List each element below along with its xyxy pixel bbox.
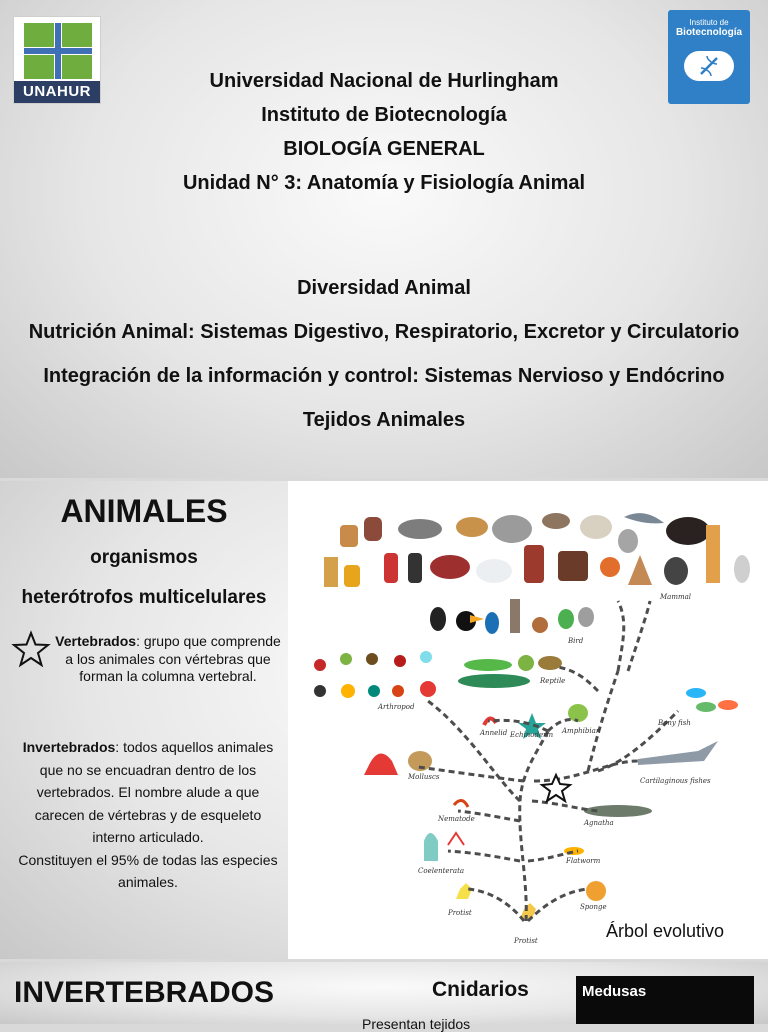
biotec-logo-line1: Instituto de [689,18,729,27]
label-arthropod: Arthropod [378,703,415,711]
vertebrados-definition [50,633,286,686]
evolutionary-tree-illustration [288,481,768,959]
medusas-image-panel [576,976,754,1024]
unit-name: Unidad N° 3: Anatomía y Fisiología Animal [182,172,586,194]
label-annelid: Annelid [480,729,508,737]
evolutionary-tree-graphic [288,481,768,959]
label-nematode: Nematode [438,815,475,823]
label-amphibian: Amphibian [562,727,601,735]
bird-animals [430,599,594,634]
unahur-logo-text: UNAHUR [14,81,100,103]
university-name: Universidad Nacional de Hurlingham [209,70,559,92]
invertebrados-percentage-text: Constituyen el 95% de todas las especies animales. [18,851,278,890]
topics-list [0,266,768,442]
subtitle-organismos: organismos [90,547,198,568]
label-bony-fish: Bony fish [658,719,691,727]
label-agnatha: Agnatha [584,819,614,827]
label-molluscs: Molluscs [408,773,440,781]
label-protist: Protist [514,937,538,945]
vertebrados-text: : grupo que comprende a los animales con vértebras que forman la columna vertebral. [65,633,281,684]
label-reptile: Reptile [540,677,566,685]
biotec-logo-line2: Biotecnología [675,27,743,38]
label-flatworm: Flatworm [566,857,601,865]
title-slide [0,0,768,478]
subtitle-heterotrofos: heterótrofos multicelulares [21,587,267,608]
invertebrados-term: Invertebrados [22,739,116,755]
animales-text-panel [0,481,288,959]
medusas-label: Medusas [582,983,647,1000]
animales-slide [0,481,768,959]
label-cartilaginous-fishes: Cartilaginous fishes [640,777,711,785]
label-protist: Protist [448,909,472,917]
label-bird: Bird [568,637,584,645]
slide-title: ANIMALES [60,493,228,529]
arthropod-animals [314,651,436,698]
topic-item: Integración de la información y control: Sistemas Nervioso y Endócrino [43,365,725,387]
cut-off-text: Presentan tejidos [362,1016,471,1032]
institute-name: Instituto de Biotecnología [261,104,507,126]
invertebrados-definition [14,736,282,894]
vertebrados-term: Vertebrados [55,633,137,649]
course-name: BIOLOGÍA GENERAL [283,138,485,160]
slide-title: INVERTEBRADOS [14,976,275,1009]
invertebrados-slide [0,962,768,1032]
invertebrados-text: : todos aquellos animales que no se encuadran dentro de los vertebrados. El nombre alude a que carecen de vértebras y de esqueleto interno articulado. [34,739,274,845]
label-sponge: Sponge [580,903,607,911]
label-echinoderm: Echinoderm [510,731,554,739]
topic-item: Diversidad Animal [297,277,471,299]
topic-item: Tejidos Animales [302,409,466,431]
title-block [0,64,768,200]
label-coelenterata: Coelenterata [418,867,465,875]
topic-item: Nutrición Animal: Sistemas Digestivo, Respiratorio, Excretor y Circulatorio [28,321,740,343]
tree-caption: Árbol evolutivo [606,921,725,941]
star-icon [12,631,50,667]
section-title: Cnidarios [432,978,529,1001]
label-mammal: Mammal [660,593,692,601]
